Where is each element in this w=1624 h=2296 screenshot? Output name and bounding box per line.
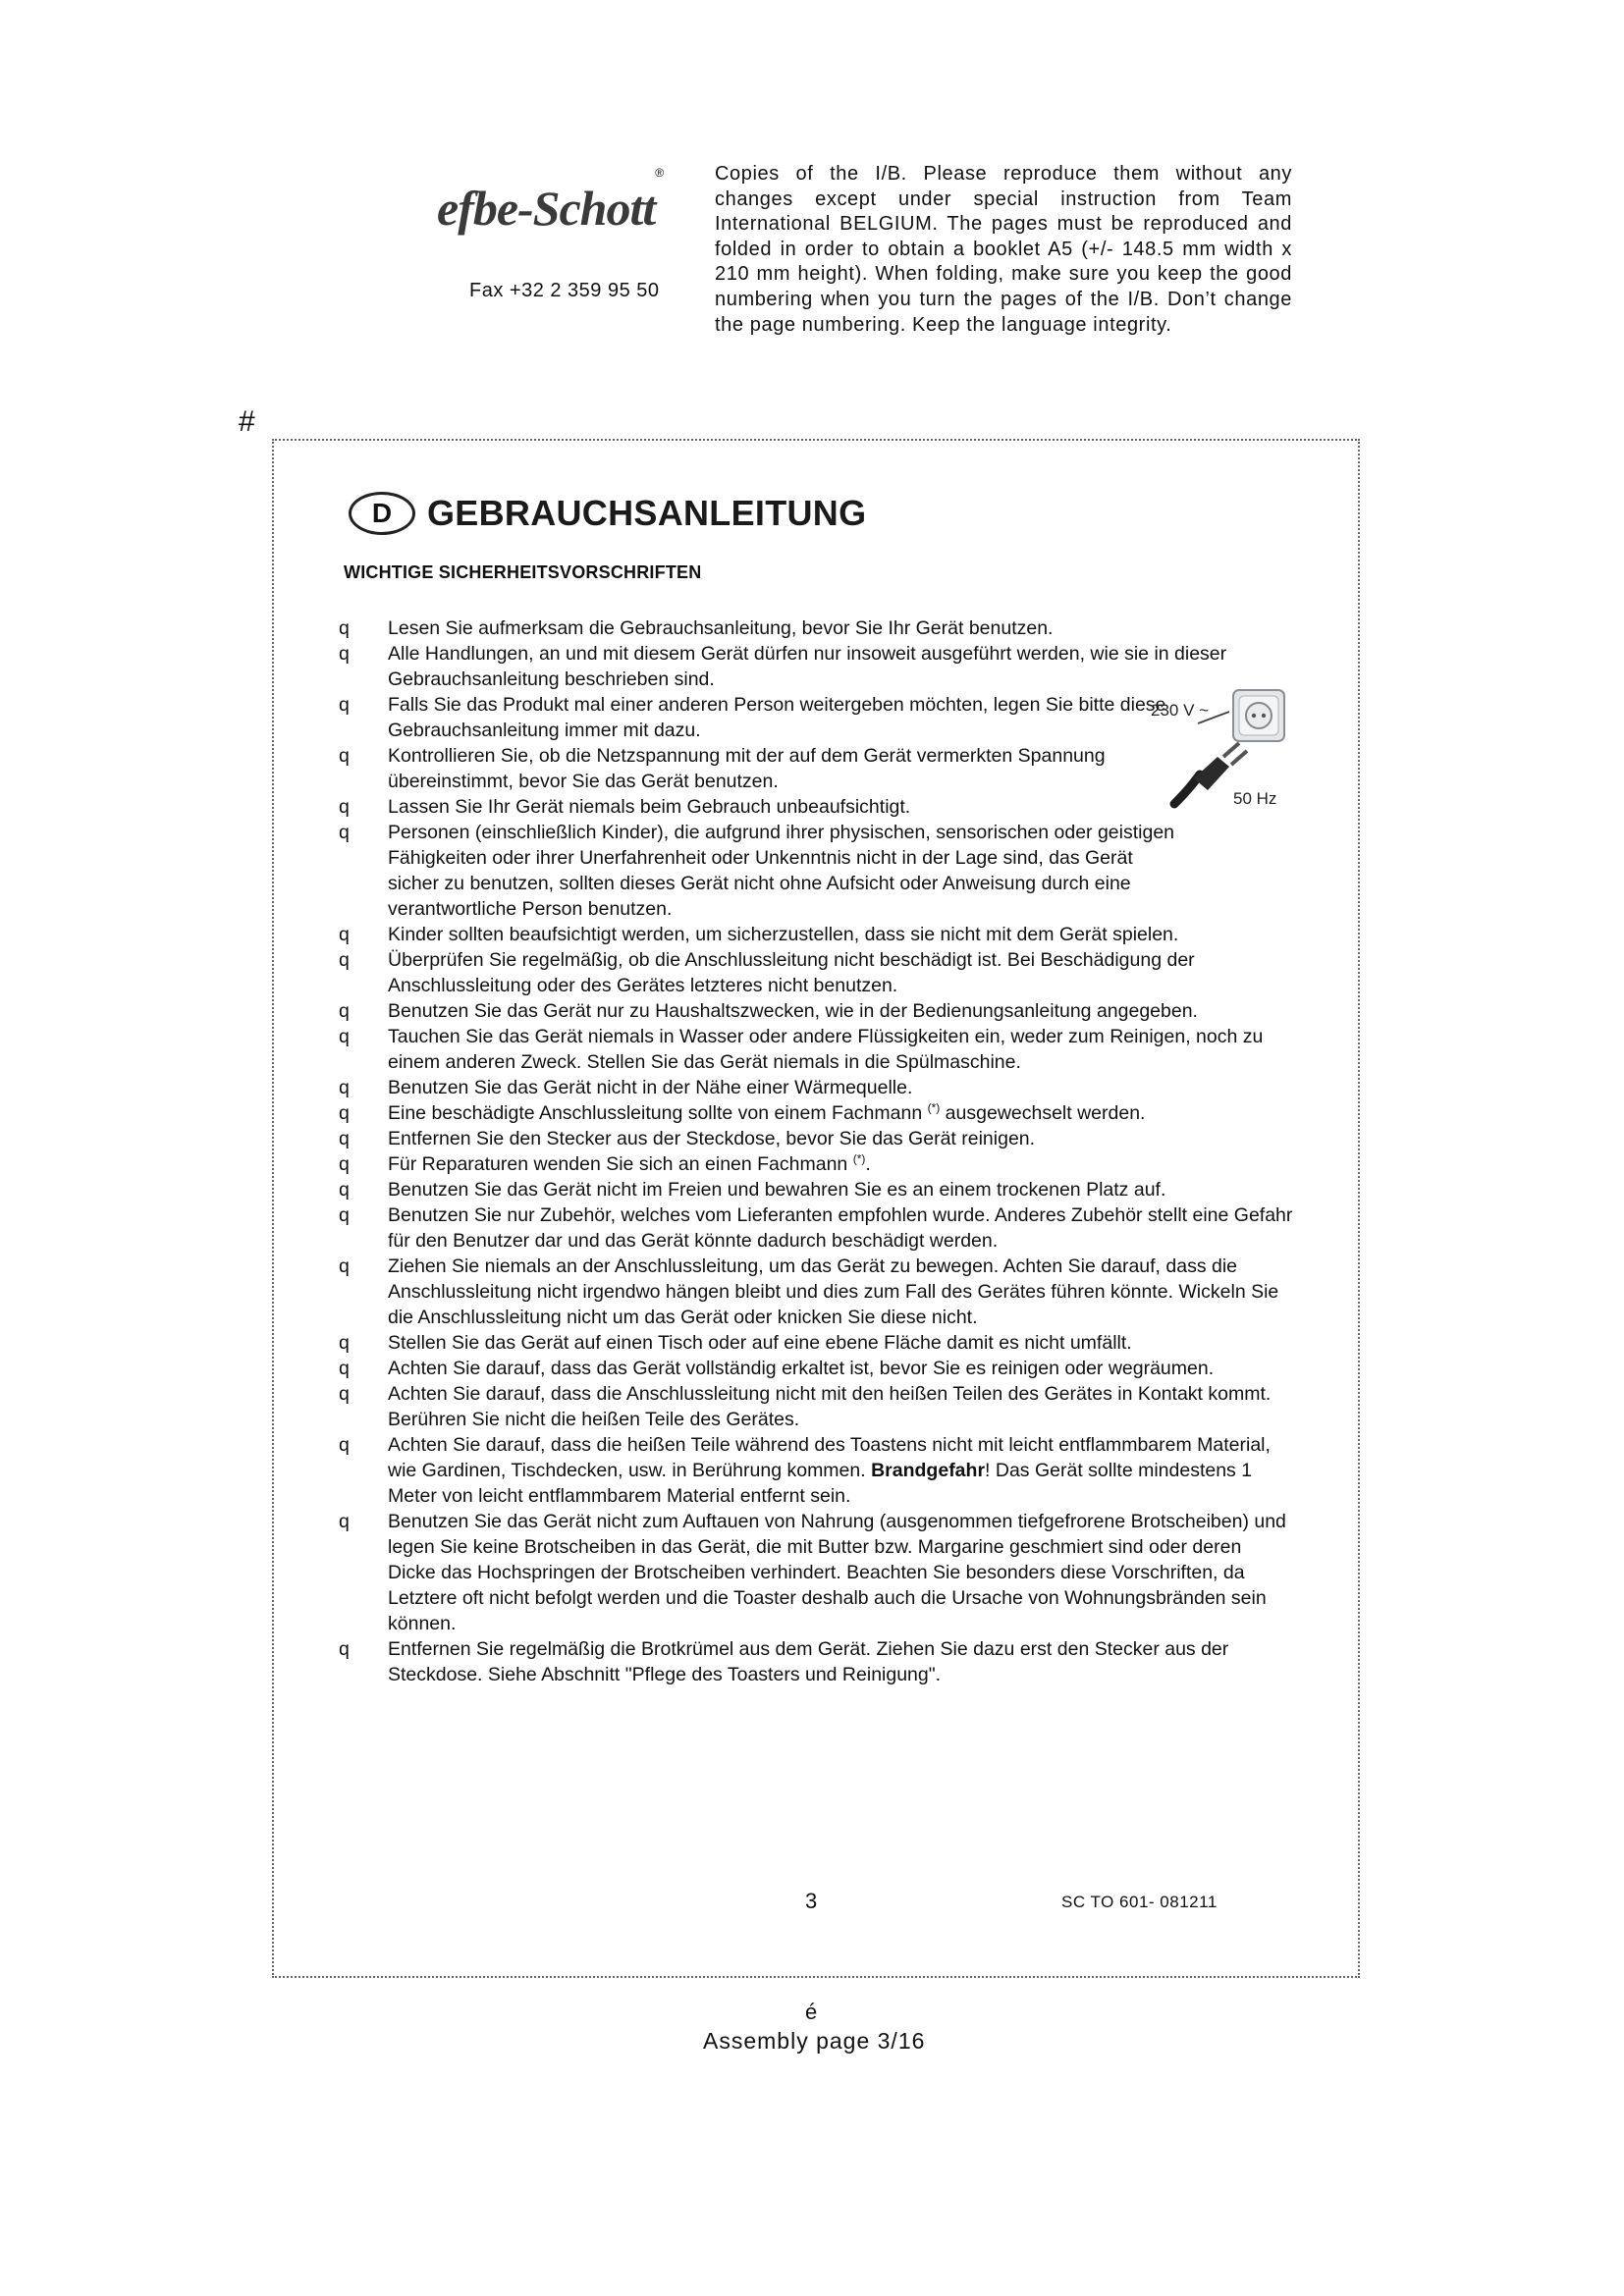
list-item-text bbox=[388, 692, 1178, 743]
list-item bbox=[337, 1151, 1294, 1177]
list-item bbox=[337, 1636, 1294, 1687]
bullet-marker: q bbox=[339, 694, 350, 716]
list-item-text bbox=[388, 1332, 1132, 1354]
list-item-text bbox=[388, 1511, 1286, 1634]
list-item bbox=[337, 1202, 1294, 1254]
list-item bbox=[337, 922, 1294, 947]
bullet-marker: q bbox=[339, 1026, 350, 1047]
emphasis-text: Brandgefahr bbox=[871, 1460, 986, 1481]
bullet-marker: q bbox=[339, 1358, 350, 1379]
list-item-text bbox=[388, 1153, 871, 1175]
item-text: Falls Sie das Produkt mal einer anderen Person weitergeben möchten, legen Sie bitte diese Gebrauchsanleitung immer mit dazu. bbox=[388, 694, 1166, 741]
fax-number: Fax +32 2 359 95 50 bbox=[469, 280, 660, 301]
item-text-continued: ! Das Gerät sollte mindestens 1 Meter von leicht entflammbarem Material entfernt sein. bbox=[388, 1460, 1253, 1507]
list-item bbox=[337, 1126, 1294, 1151]
item-text: Entfernen Sie den Stecker aus der Steckdose, bevor Sie das Gerät reinigen. bbox=[388, 1128, 1036, 1149]
item-text: Ziehen Sie niemals an der Anschlussleitung, um das Gerät zu bewegen. Achten Sie darauf, dass die Anschlussleitung nicht irgendwo hängen bleibt und dies zum Fall des Gerätes führen könnte. Wickeln Sie die Anschlussleitung nicht um das Gerät oder knicken Sie diese nicht. bbox=[388, 1255, 1279, 1328]
item-text: Kinder sollten beaufsichtigt werden, um sicherzustellen, dass sie nicht mit dem Gerät spielen. bbox=[388, 924, 1179, 945]
list-item-text bbox=[388, 1255, 1278, 1328]
item-text: Eine beschädigte Anschlussleitung sollte von einem Fachmann bbox=[388, 1102, 928, 1124]
document-code: SC TO 601- 081211 bbox=[1061, 1893, 1218, 1911]
footnote-marker: (*) bbox=[852, 1151, 866, 1166]
voltage-illustration bbox=[1149, 688, 1288, 826]
item-text: Lesen Sie aufmerksam die Gebrauchsanleitung, bevor Sie Ihr Gerät benutzen. bbox=[388, 617, 1054, 639]
bullet-marker: q bbox=[339, 1000, 350, 1022]
bullet-marker: q bbox=[339, 822, 350, 843]
voltage-label: 230 V ~ bbox=[1151, 701, 1210, 720]
bullet-marker: q bbox=[339, 924, 350, 945]
item-text: Lassen Sie Ihr Gerät niemals beim Gebrauch unbeaufsichtigt. bbox=[388, 796, 911, 818]
list-item-text bbox=[388, 1383, 1271, 1430]
frequency-label: 50 Hz bbox=[1233, 789, 1277, 808]
footer-glyph: é bbox=[805, 2000, 818, 2024]
item-text: Entfernen Sie regelmäßig die Brotkrümel aus dem Gerät. Ziehen Sie dazu erst den Stecker aus der Steckdose. Siehe Abschnitt "Pflege des Toasters und Reinigung". bbox=[388, 1638, 1229, 1685]
bullet-marker: q bbox=[339, 796, 350, 818]
item-text: Benutzen Sie das Gerät nicht im Freien und bewahren Sie es an einem trockenen Platz auf. bbox=[388, 1179, 1166, 1201]
list-item-text bbox=[388, 794, 1178, 820]
bullet-marker: q bbox=[339, 643, 350, 665]
list-item bbox=[337, 641, 1294, 692]
item-text: Für Reparaturen wenden Sie sich an einen Fachmann bbox=[388, 1153, 853, 1175]
bullet-marker: q bbox=[339, 1255, 350, 1277]
list-item bbox=[337, 615, 1294, 641]
list-item-text bbox=[388, 1638, 1228, 1685]
bullet-marker: q bbox=[339, 1204, 350, 1226]
footnote-marker: (*) bbox=[927, 1100, 941, 1115]
item-text: Tauchen Sie das Gerät niemals in Wasser oder andere Flüssigkeiten ein, weder zum Reinigen, noch zu einem anderen Zweck. Stellen Sie das Gerät niemals in die Spülmaschine. bbox=[388, 1026, 1264, 1073]
page-number: 3 bbox=[805, 1889, 818, 1913]
list-item bbox=[337, 1509, 1294, 1636]
bullet-marker: q bbox=[339, 745, 350, 767]
bullet-marker: q bbox=[339, 1332, 350, 1354]
efbe-schott-logo bbox=[437, 166, 682, 237]
assembly-page-label: Assembly page 3/16 bbox=[703, 2028, 926, 2054]
list-item-text bbox=[388, 949, 1195, 996]
logo-text: efbe-Schott bbox=[437, 181, 656, 236]
country-badge: D bbox=[349, 492, 415, 535]
list-item-text bbox=[388, 1128, 1035, 1149]
bullet-marker: q bbox=[339, 1434, 350, 1456]
list-item-text bbox=[388, 1102, 1145, 1124]
list-item bbox=[337, 947, 1294, 998]
item-text: Personen (einschließlich Kinder), die aufgrund ihrer physischen, sensorischen oder geistigen Fähigkeiten oder ihrer Unerfahrenheit oder Unkenntnis nicht in der Lage sind, das Gerät sicher zu benutzen, sollten dieses Gerät nicht ohne Aufsicht oder Anweisung durch eine verantwortliche Person benutzen. bbox=[388, 822, 1175, 920]
bullet-marker: q bbox=[339, 617, 350, 639]
bullet-marker: q bbox=[339, 1077, 350, 1098]
registered-mark: ® bbox=[655, 166, 665, 180]
instructions-text: Copies of the I/B. Please reproduce them without any changes except under special instruction from Team International BELGIUM. The pages must be reproduced and folded in order to obtain a booklet A5 (+/- 148.5 mm width x 210 mm height). When folding, make sure you keep the good numbering when you turn the pages of the I/B. Don’t change the page numbering. Keep the language integrity. bbox=[715, 163, 1292, 336]
list-item bbox=[337, 1177, 1294, 1202]
list-item-text bbox=[388, 743, 1178, 794]
item-text-continued: ausgewechselt werden. bbox=[940, 1102, 1146, 1124]
item-text: Überprüfen Sie regelmäßig, ob die Anschlussleitung nicht beschädigt ist. Bei Beschädigung der Anschlussleitung oder des Gerätes letzteres nicht benutzen. bbox=[388, 949, 1195, 996]
list-item bbox=[337, 1024, 1294, 1075]
list-item bbox=[337, 1330, 1294, 1356]
item-text: Achten Sie darauf, dass die heißen Teile während des Toastens nicht mit leicht entflammbarem Material, wie Gardinen, Tischdecken, usw. in Berührung kommen. bbox=[388, 1434, 1271, 1481]
bullet-marker: q bbox=[339, 1179, 350, 1201]
bullet-marker: q bbox=[339, 1511, 350, 1532]
list-item bbox=[337, 1381, 1294, 1432]
list-item bbox=[337, 1075, 1294, 1100]
list-item-text bbox=[388, 1026, 1263, 1073]
reproduction-instructions bbox=[715, 162, 1292, 338]
bullet-marker: q bbox=[339, 1128, 350, 1149]
hash-mark: # bbox=[239, 405, 255, 438]
list-item bbox=[337, 820, 1294, 922]
list-item bbox=[337, 1100, 1294, 1126]
item-text: Achten Sie darauf, dass die Anschlussleitung nicht mit den heißen Teilen des Gerätes in Kontakt kommt. Berühren Sie nicht die heißen Teile des Gerätes. bbox=[388, 1383, 1272, 1430]
list-item bbox=[337, 998, 1294, 1024]
item-text: Kontrollieren Sie, ob die Netzspannung mit der auf dem Gerät vermerkten Spannung übereinstimmt, bevor Sie das Gerät benutzen. bbox=[388, 745, 1106, 792]
item-text-continued: . bbox=[865, 1153, 871, 1175]
item-text: Alle Handlungen, an und mit diesem Gerät dürfen nur insoweit ausgeführt werden, wie sie in dieser Gebrauchsanleitung beschrieben sind. bbox=[388, 643, 1227, 690]
list-item bbox=[337, 1432, 1294, 1509]
list-item-text bbox=[388, 1434, 1271, 1507]
list-item-text bbox=[388, 643, 1226, 690]
list-item-text bbox=[388, 1179, 1165, 1201]
section-title: WICHTIGE SICHERHEITSVORSCHRIFTEN bbox=[344, 562, 702, 582]
item-text: Stellen Sie das Gerät auf einen Tisch oder auf eine ebene Fläche damit es nicht umfällt. bbox=[388, 1332, 1132, 1354]
list-item-text bbox=[388, 1000, 1198, 1022]
bullet-marker: q bbox=[339, 1638, 350, 1660]
list-item-text bbox=[388, 820, 1178, 922]
list-item bbox=[337, 1254, 1294, 1330]
item-text: Benutzen Sie das Gerät nicht in der Nähe einer Wärmequelle. bbox=[388, 1077, 913, 1098]
list-item-text bbox=[388, 1204, 1292, 1252]
manual-title: GEBRAUCHSANLEITUNG bbox=[427, 493, 867, 533]
item-text: Achten Sie darauf, dass das Gerät vollständig erkaltet ist, bevor Sie es reinigen oder wegräumen. bbox=[388, 1358, 1215, 1379]
plug-socket-icon bbox=[1149, 688, 1288, 826]
list-item-text bbox=[388, 924, 1178, 945]
bullet-marker: q bbox=[339, 1153, 350, 1175]
list-item-text bbox=[388, 1077, 912, 1098]
list-item-text bbox=[388, 617, 1053, 639]
list-item bbox=[337, 1356, 1294, 1381]
bullet-marker: q bbox=[339, 1102, 350, 1124]
list-item-text bbox=[388, 1358, 1214, 1379]
item-text: Benutzen Sie nur Zubehör, welches vom Lieferanten empfohlen wurde. Anderes Zubehör stellt eine Gefahr für den Benutzer dar und das Gerät könnte dadurch beschädigt werden. bbox=[388, 1204, 1293, 1252]
item-text: Benutzen Sie das Gerät nicht zum Auftauen von Nahrung (ausgenommen tiefgefrorene Brotscheiben) und legen Sie keine Brotscheiben in das Gerät, die mit Butter bzw. Margarine geschmiert sind oder deren Dicke das Hochspringen der Brotscheiben verhindert. Beachten Sie besonders diese Vorschriften, da Letztere oft nicht befolgt werden und die Toaster deshalb auch die Ursache von Wohnungsbränden sein können. bbox=[388, 1511, 1286, 1634]
bullet-marker: q bbox=[339, 949, 350, 971]
bullet-marker: q bbox=[339, 1383, 350, 1405]
item-text: Benutzen Sie das Gerät nur zu Haushaltszwecken, wie in der Bedienungsanleitung angegeben. bbox=[388, 1000, 1198, 1022]
